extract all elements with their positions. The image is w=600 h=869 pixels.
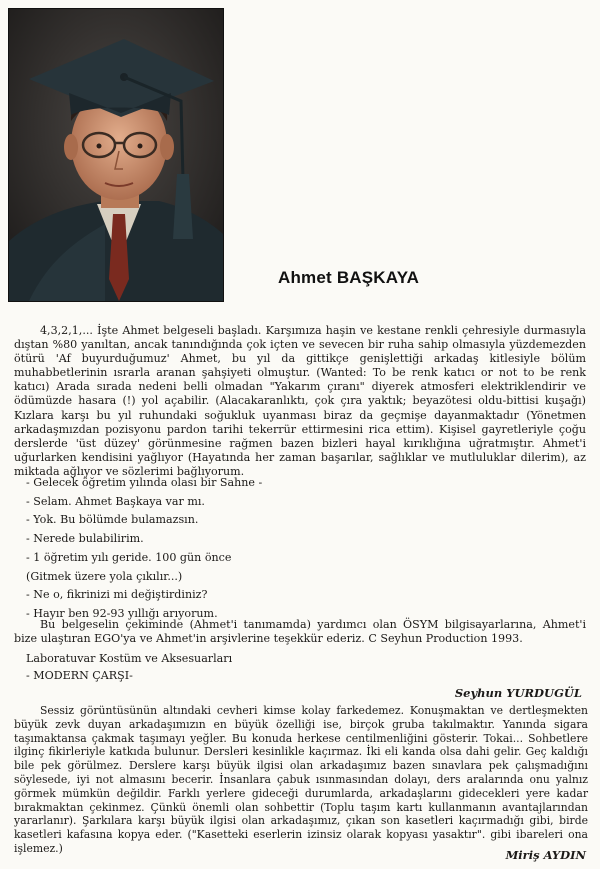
second-paragraph: Sessiz görüntüsünün altındaki cevheri kimse kolay farkedemez. Konuşmaktan ve dertleşmekten büyük zevk duyan arkadaşımızın en büyük özelliği ise, birçok gruba takılmaktır. Yanında sigara taşımaktansa çakmak taşımayı yeğler. Bu konuda herkese centilmenliğini gösterir. Tokai... Sohbetlere ilginç fikirleriyle katkıda bulunur. Dersleri kesinlikle kaçırmaz. İki eli kanda olsa dahi gelir. Geç kaldığı bile pek görülmez. Derslere karşı büyük ilgisi olan arkadaşımız bazen sınavlara pek çalışmadığını söylesede, iyi not almasını becerir. İnsanlara çabuk ısınmasından dolayı, ders aralarında onu yalnız görmek mümkün değildir. Farklı yerlere gideceği durumlarda, arkadaşlarını gidecekleri yere kadar bırakmaktan çekinmez. Çünkü önemli olan sohbettir (Toplu taşım kartı kullanmanın avantajlarından yararlanır). Şarkılara karşı büyük ilgisi olan arkadaşımız, çıkan son kasetleri kaçırmadığı gibi, birde kasetleri kafasına kopya eder. ("Kasetteki eserlerin izinsiz olarak kopyası yasaktır". gibi ibareleri ona işlemez.) [14, 704, 588, 855]
signature-seyhun: Seyhun YURDUGÜL [454, 686, 582, 700]
bio-paragraph: 4,3,2,1,... İşte Ahmet belgeseli başladı. Karşımıza haşin ve kestane renkli çehresiyle durmasıyla dıştan %80 yanıltan, ancak tanındığında çok içten ve sevecen bir ruha sahip olmasıyla yüzdemezden ötürü 'Af buyurduğumuz' Ahmet, bu yıl da gittikçe genişlettiği arkadaş kitlesiyle bölüm muhabbetlerinin ısrarla aranan şahşiyeti olmuştur. (Wanted: To be renk katıcı or not to be renk katıcı) Arada sırada nedeni belli olmadan "Yakarım çıranı" diyerek atmosferi elektriklendirir ve ödümüzde hasara (!) yol açabilir. (Alacakaranlıktı, çok çıra yaktık; beyazötesi oldu-bittisi kuşağı) Kızlara karşı bu yıl ruhundaki soğukluk uyanması biraz da geçmişe dayanmaktadır (Yönetmen arkadaşmızdan pozisyonu pardon tarihi tekerrür ettirmesini rica ettim). Kişisel gayretleriyle çoğu derslerde 'üst düzey' görünmesine rağmen bazen bizleri hayal kırıklığına uğratmıştır. Ahmet'i uğurlarken kendisini yağlıyor (Hayatında her zaman başarılar, sağlıklar ve mutluluklar dilerim), az miktada ağlıyor ve sözlerimi bağlıyorum. [14, 324, 586, 478]
dialogue-line: - Gelecek öğretim yılında olası bir Sahne - [26, 476, 263, 489]
dialogue-line: - Nerede bulabilirim. [26, 532, 144, 546]
dialogue-line: - 1 öğretim yılı geride. 100 gün önce [26, 550, 232, 564]
dialogue-line: - Yok. Bu bölümde bulamazsın. [26, 513, 199, 527]
dialogue-list [26, 474, 262, 624]
signature-miris: Miriş AYDIN [505, 848, 586, 862]
credits-line-1: Laboratuvar Kostüm ve Aksesuarları [26, 652, 233, 665]
dialogue-line: - Hayır ben 92-93 yıllığı arıyorum. [26, 606, 218, 620]
student-photo [8, 8, 224, 302]
student-name: Ahmet BAŞKAYA [278, 268, 420, 287]
credits-line-2: - MODERN ÇARŞI- [26, 669, 133, 682]
graduation-portrait-image [9, 9, 223, 301]
dialogue-line: (Gitmek üzere yola çıkılır...) [26, 569, 183, 583]
thanks-paragraph: Bu belgeselin çekiminde (Ahmet'i tanımamda) yardımcı olan ÖSYM bilgisayarlarına, Ahmet'i bize ulaştıran EGO'ya ve Ahmet'in arşivlerine teşekkür ederiz. C Seyhun Production 1993. [14, 618, 586, 646]
dialogue-line: - Selam. Ahmet Başkaya var mı. [26, 494, 205, 508]
dialogue-line: - Ne o, fikrinizi mi değiştirdiniz? [26, 588, 208, 602]
